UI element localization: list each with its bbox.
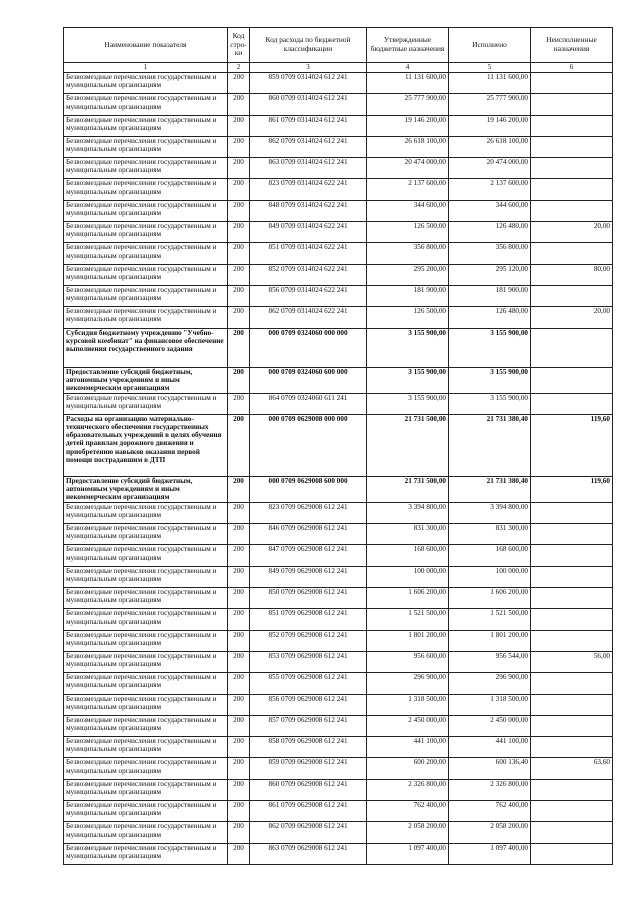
row-line-cell: 200 [228, 588, 250, 609]
row-approved-cell: 19 146 200,00 [367, 115, 449, 136]
row-approved-cell: 1 318 500,00 [367, 694, 449, 715]
row-unexecuted-cell [531, 158, 613, 179]
row-expense-code-cell: 000 0709 0324060 000 000 [250, 328, 367, 367]
row-executed-cell: 344 600,00 [449, 200, 531, 221]
row-executed-cell: 11 131 600,00 [449, 73, 531, 94]
header-approved: Утвержденные бюджетные назначения [367, 28, 449, 63]
table-row [64, 328, 613, 367]
row-unexecuted-cell [531, 630, 613, 651]
row-expense-code-cell: 000 0709 0629008 600 000 [250, 476, 367, 502]
row-name-cell: Безвозмездные перечисления государственным и муниципальным организациям [64, 158, 228, 179]
row-executed-cell: 100 000,00 [449, 566, 531, 587]
column-number: 3 [250, 63, 367, 73]
row-executed-cell: 3 155 900,00 [449, 393, 531, 414]
row-line-cell: 200 [228, 328, 250, 367]
row-executed-cell: 831 300,00 [449, 524, 531, 545]
row-executed-cell: 2 137 600,00 [449, 179, 531, 200]
row-approved-cell: 11 131 600,00 [367, 73, 449, 94]
row-line-cell: 200 [228, 715, 250, 736]
row-line-cell: 200 [228, 801, 250, 822]
row-line-cell: 200 [228, 476, 250, 502]
row-executed-cell: 26 618 100,00 [449, 136, 531, 157]
header-expense-code: Код расхода по бюджетной классификации [250, 28, 367, 63]
row-executed-cell: 3 155 900,00 [449, 328, 531, 367]
row-approved-cell: 356 800,00 [367, 243, 449, 264]
table-row [64, 566, 613, 587]
row-unexecuted-cell: 63,60 [531, 758, 613, 779]
row-name-cell: Безвозмездные перечисления государственным и муниципальным организациям [64, 136, 228, 157]
table-row [64, 264, 613, 285]
row-name-cell: Предоставление субсидий бюджетным, автономным учреждениям и иным некоммерческим организациям [64, 476, 228, 502]
row-approved-cell: 295 200,00 [367, 264, 449, 285]
row-line-cell: 200 [228, 115, 250, 136]
row-unexecuted-cell [531, 822, 613, 843]
row-approved-cell: 1 097 400,00 [367, 843, 449, 864]
row-expense-code-cell: 860 0709 0629008 612 241 [250, 779, 367, 800]
row-name-cell: Безвозмездные перечисления государственным и муниципальным организациям [64, 285, 228, 306]
table-row [64, 630, 613, 651]
row-unexecuted-cell: 56,00 [531, 651, 613, 672]
row-unexecuted-cell [531, 524, 613, 545]
row-approved-cell: 168 600,00 [367, 545, 449, 566]
table-row [64, 673, 613, 694]
row-name-cell: Безвозмездные перечисления государственным и муниципальным организациям [64, 758, 228, 779]
row-name-cell: Безвозмездные перечисления государственным и муниципальным организациям [64, 115, 228, 136]
row-name-cell: Безвозмездные перечисления государственным и муниципальным организациям [64, 651, 228, 672]
row-line-cell: 200 [228, 222, 250, 243]
row-executed-cell: 1 318 500,00 [449, 694, 531, 715]
header-executed: Исполнено [449, 28, 531, 63]
row-approved-cell: 126 500,00 [367, 222, 449, 243]
table-body [64, 73, 613, 865]
row-unexecuted-cell [531, 243, 613, 264]
row-unexecuted-cell [531, 328, 613, 367]
row-approved-cell: 2 058 200,00 [367, 822, 449, 843]
table-row [64, 158, 613, 179]
row-line-cell: 200 [228, 285, 250, 306]
row-line-cell: 200 [228, 545, 250, 566]
row-executed-cell: 1 606 200,00 [449, 588, 531, 609]
row-executed-cell: 956 544,00 [449, 651, 531, 672]
row-unexecuted-cell [531, 502, 613, 523]
row-expense-code-cell: 864 0709 0324060 611 241 [250, 393, 367, 414]
row-approved-cell: 126 500,00 [367, 307, 449, 328]
row-name-cell: Безвозмездные перечисления государственным и муниципальным организациям [64, 673, 228, 694]
row-unexecuted-cell [531, 673, 613, 694]
row-name-cell: Расходы на организацию материально-технического обеспечения государственных образовательных учреждений в целях обучения детей правилам дорожного движения и приобретению навыков оказания первой помощи пострадавшим в ДТП [64, 414, 228, 476]
row-line-cell: 200 [228, 200, 250, 221]
table-row [64, 801, 613, 822]
row-name-cell: Безвозмездные перечисления государственным и муниципальным организациям [64, 94, 228, 115]
row-name-cell: Безвозмездные перечисления государственным и муниципальным организациям [64, 843, 228, 864]
row-expense-code-cell: 849 0709 0629008 612 241 [250, 566, 367, 587]
table-row [64, 502, 613, 523]
table-row [64, 843, 613, 864]
row-approved-cell: 100 000,00 [367, 566, 449, 587]
row-expense-code-cell: 858 0709 0629008 612 241 [250, 737, 367, 758]
row-name-cell: Безвозмездные перечисления государственным и муниципальным организациям [64, 179, 228, 200]
row-approved-cell: 296 900,00 [367, 673, 449, 694]
row-unexecuted-cell [531, 115, 613, 136]
table-row [64, 367, 613, 393]
row-line-cell: 200 [228, 414, 250, 476]
row-unexecuted-cell: 80,00 [531, 264, 613, 285]
row-line-cell: 200 [228, 630, 250, 651]
row-unexecuted-cell [531, 393, 613, 414]
table-row [64, 609, 613, 630]
table-row [64, 737, 613, 758]
row-expense-code-cell: 855 0709 0629008 612 241 [250, 673, 367, 694]
row-line-cell: 200 [228, 651, 250, 672]
table-row [64, 285, 613, 306]
row-name-cell: Безвозмездные перечисления государственным и муниципальным организациям [64, 566, 228, 587]
row-approved-cell: 1 801 200,00 [367, 630, 449, 651]
row-executed-cell: 21 731 380,40 [449, 414, 531, 476]
row-approved-cell: 1 521 500,00 [367, 609, 449, 630]
row-expense-code-cell: 850 0709 0629008 612 241 [250, 588, 367, 609]
row-executed-cell: 356 800,00 [449, 243, 531, 264]
row-unexecuted-cell [531, 179, 613, 200]
row-expense-code-cell: 823 0709 0314024 622 241 [250, 179, 367, 200]
column-number: 1 [64, 63, 228, 73]
row-executed-cell: 126 480,00 [449, 222, 531, 243]
row-unexecuted-cell [531, 715, 613, 736]
row-executed-cell: 295 120,00 [449, 264, 531, 285]
row-expense-code-cell: 851 0709 0314024 622 241 [250, 243, 367, 264]
row-line-cell: 200 [228, 524, 250, 545]
row-expense-code-cell: 852 0709 0629008 612 241 [250, 630, 367, 651]
row-line-cell: 200 [228, 822, 250, 843]
row-approved-cell: 3 155 900,00 [367, 393, 449, 414]
row-approved-cell: 2 450 000,00 [367, 715, 449, 736]
row-unexecuted-cell [531, 566, 613, 587]
row-unexecuted-cell [531, 94, 613, 115]
row-approved-cell: 600 200,00 [367, 758, 449, 779]
budget-execution-table [63, 27, 613, 865]
row-line-cell: 200 [228, 94, 250, 115]
row-name-cell: Безвозмездные перечисления государственным и муниципальным организациям [64, 779, 228, 800]
row-line-cell: 200 [228, 158, 250, 179]
header-row [64, 28, 613, 63]
row-name-cell: Безвозмездные перечисления государственным и муниципальным организациям [64, 609, 228, 630]
row-expense-code-cell: 000 0709 0629008 000 000 [250, 414, 367, 476]
row-name-cell: Безвозмездные перечисления государственным и муниципальным организациям [64, 264, 228, 285]
row-unexecuted-cell [531, 545, 613, 566]
row-unexecuted-cell [531, 779, 613, 800]
table-row [64, 222, 613, 243]
row-executed-cell: 126 480,00 [449, 307, 531, 328]
row-executed-cell: 20 474 000,00 [449, 158, 531, 179]
row-expense-code-cell: 862 0709 0314024 622 241 [250, 307, 367, 328]
row-executed-cell: 21 731 380,40 [449, 476, 531, 502]
table-row [64, 476, 613, 502]
row-line-cell: 200 [228, 779, 250, 800]
row-approved-cell: 762 400,00 [367, 801, 449, 822]
row-name-cell: Субсидия бюджетному учреждению "Учебно-курсовой комбинат" на финансовое обеспечение выполнения государственного задания [64, 328, 228, 367]
row-unexecuted-cell [531, 73, 613, 94]
table-row [64, 307, 613, 328]
row-line-cell: 200 [228, 73, 250, 94]
row-name-cell: Безвозмездные перечисления государственным и муниципальным организациям [64, 502, 228, 523]
row-line-cell: 200 [228, 136, 250, 157]
row-executed-cell: 2 058 200,00 [449, 822, 531, 843]
table-row [64, 179, 613, 200]
row-approved-cell: 20 474 000,00 [367, 158, 449, 179]
row-approved-cell: 3 394 800,00 [367, 502, 449, 523]
row-executed-cell: 3 155 900,00 [449, 367, 531, 393]
row-line-cell: 200 [228, 367, 250, 393]
table-row [64, 822, 613, 843]
budget-report-sheet [63, 27, 612, 865]
row-expense-code-cell: 862 0709 0314024 612 241 [250, 136, 367, 157]
row-expense-code-cell: 861 0709 0314024 612 241 [250, 115, 367, 136]
row-line-cell: 200 [228, 609, 250, 630]
row-line-cell: 200 [228, 694, 250, 715]
row-approved-cell: 831 300,00 [367, 524, 449, 545]
row-approved-cell: 181 900,00 [367, 285, 449, 306]
row-unexecuted-cell [531, 200, 613, 221]
row-name-cell: Безвозмездные перечисления государственным и муниципальным организациям [64, 524, 228, 545]
row-name-cell: Безвозмездные перечисления государственным и муниципальным организациям [64, 243, 228, 264]
row-unexecuted-cell [531, 694, 613, 715]
row-name-cell: Безвозмездные перечисления государственным и муниципальным организациям [64, 393, 228, 414]
row-expense-code-cell: 863 0709 0629008 612 241 [250, 843, 367, 864]
row-expense-code-cell: 847 0709 0629008 612 241 [250, 545, 367, 566]
row-expense-code-cell: 849 0709 0314024 622 241 [250, 222, 367, 243]
row-line-cell: 200 [228, 843, 250, 864]
row-approved-cell: 26 618 100,00 [367, 136, 449, 157]
row-unexecuted-cell [531, 136, 613, 157]
row-line-cell: 200 [228, 307, 250, 328]
row-unexecuted-cell [531, 285, 613, 306]
table-row [64, 94, 613, 115]
row-executed-cell: 25 777 900,00 [449, 94, 531, 115]
row-line-cell: 200 [228, 393, 250, 414]
row-name-cell: Предоставление субсидий бюджетным, автономным учреждениям и иным некоммерческим организациям [64, 367, 228, 393]
row-line-cell: 200 [228, 673, 250, 694]
row-line-cell: 200 [228, 566, 250, 587]
row-name-cell: Безвозмездные перечисления государственным и муниципальным организациям [64, 588, 228, 609]
row-name-cell: Безвозмездные перечисления государственным и муниципальным организациям [64, 737, 228, 758]
table-row [64, 588, 613, 609]
row-name-cell: Безвозмездные перечисления государственным и муниципальным организациям [64, 694, 228, 715]
table-row [64, 779, 613, 800]
row-executed-cell: 1 801 200,00 [449, 630, 531, 651]
row-expense-code-cell: 848 0709 0314024 622 241 [250, 200, 367, 221]
row-executed-cell: 600 136,40 [449, 758, 531, 779]
row-expense-code-cell: 823 0709 0629008 612 241 [250, 502, 367, 523]
header-line-code: Код стро-ки [228, 28, 250, 63]
row-line-cell: 200 [228, 737, 250, 758]
table-row [64, 524, 613, 545]
row-executed-cell: 19 146 200,00 [449, 115, 531, 136]
table-row [64, 694, 613, 715]
row-executed-cell: 2 326 800,00 [449, 779, 531, 800]
row-name-cell: Безвозмездные перечисления государственным и муниципальным организациям [64, 822, 228, 843]
row-executed-cell: 168 600,00 [449, 545, 531, 566]
table-row [64, 200, 613, 221]
row-approved-cell: 3 155 900,00 [367, 328, 449, 367]
table-row [64, 414, 613, 476]
row-approved-cell: 344 600,00 [367, 200, 449, 221]
column-number-row [64, 63, 613, 73]
row-name-cell: Безвозмездные перечисления государственным и муниципальным организациям [64, 73, 228, 94]
table-row [64, 243, 613, 264]
row-approved-cell: 3 155 900,00 [367, 367, 449, 393]
row-expense-code-cell: 863 0709 0314024 612 241 [250, 158, 367, 179]
row-line-cell: 200 [228, 179, 250, 200]
row-name-cell: Безвозмездные перечисления государственным и муниципальным организациям [64, 200, 228, 221]
row-executed-cell: 296 900,00 [449, 673, 531, 694]
column-number: 4 [367, 63, 449, 73]
row-line-cell: 200 [228, 264, 250, 285]
row-expense-code-cell: 000 0709 0324060 600 000 [250, 367, 367, 393]
row-unexecuted-cell [531, 843, 613, 864]
row-name-cell: Безвозмездные перечисления государственным и муниципальным организациям [64, 630, 228, 651]
header-unexecuted: Неисполненные назначения [531, 28, 613, 63]
column-number: 5 [449, 63, 531, 73]
row-expense-code-cell: 861 0709 0629008 612 241 [250, 801, 367, 822]
row-approved-cell: 21 731 500,00 [367, 476, 449, 502]
row-expense-code-cell: 859 0709 0314024 612 241 [250, 73, 367, 94]
table-row [64, 545, 613, 566]
column-number: 2 [228, 63, 250, 73]
row-executed-cell: 1 521 500,00 [449, 609, 531, 630]
row-executed-cell: 3 394 800,00 [449, 502, 531, 523]
row-executed-cell: 441 100,00 [449, 737, 531, 758]
row-name-cell: Безвозмездные перечисления государственным и муниципальным организациям [64, 307, 228, 328]
row-unexecuted-cell [531, 588, 613, 609]
row-approved-cell: 21 731 500,00 [367, 414, 449, 476]
row-expense-code-cell: 856 0709 0629008 612 241 [250, 694, 367, 715]
row-name-cell: Безвозмездные перечисления государственным и муниципальным организациям [64, 715, 228, 736]
row-approved-cell: 2 137 600,00 [367, 179, 449, 200]
row-expense-code-cell: 857 0709 0629008 612 241 [250, 715, 367, 736]
row-unexecuted-cell [531, 737, 613, 758]
row-name-cell: Безвозмездные перечисления государственным и муниципальным организациям [64, 801, 228, 822]
table-row [64, 136, 613, 157]
row-executed-cell: 1 097 400,00 [449, 843, 531, 864]
row-approved-cell: 25 777 900,00 [367, 94, 449, 115]
row-unexecuted-cell [531, 801, 613, 822]
row-line-cell: 200 [228, 758, 250, 779]
row-expense-code-cell: 853 0709 0629008 612 241 [250, 651, 367, 672]
table-row [64, 115, 613, 136]
row-name-cell: Безвозмездные перечисления государственным и муниципальным организациям [64, 545, 228, 566]
table-row [64, 73, 613, 94]
row-unexecuted-cell: 119,60 [531, 414, 613, 476]
row-line-cell: 200 [228, 243, 250, 264]
row-executed-cell: 762 400,00 [449, 801, 531, 822]
row-expense-code-cell: 851 0709 0629008 612 241 [250, 609, 367, 630]
row-executed-cell: 181 900,00 [449, 285, 531, 306]
table-row [64, 393, 613, 414]
row-expense-code-cell: 846 0709 0629008 612 241 [250, 524, 367, 545]
row-expense-code-cell: 856 0709 0314024 622 241 [250, 285, 367, 306]
row-executed-cell: 2 450 000,00 [449, 715, 531, 736]
column-number: 6 [531, 63, 613, 73]
row-expense-code-cell: 862 0709 0629008 612 241 [250, 822, 367, 843]
row-name-cell: Безвозмездные перечисления государственным и муниципальным организациям [64, 222, 228, 243]
row-approved-cell: 2 326 800,00 [367, 779, 449, 800]
row-expense-code-cell: 860 0709 0314024 612 241 [250, 94, 367, 115]
table-row [64, 651, 613, 672]
row-unexecuted-cell [531, 367, 613, 393]
row-unexecuted-cell: 20,00 [531, 222, 613, 243]
row-unexecuted-cell: 20,00 [531, 307, 613, 328]
row-unexecuted-cell: 119,60 [531, 476, 613, 502]
row-expense-code-cell: 852 0709 0314024 622 241 [250, 264, 367, 285]
row-approved-cell: 1 606 200,00 [367, 588, 449, 609]
header-indicator-name: Наименование показателя [64, 28, 228, 63]
table-row [64, 715, 613, 736]
row-expense-code-cell: 859 0709 0629008 612 241 [250, 758, 367, 779]
row-line-cell: 200 [228, 502, 250, 523]
row-approved-cell: 441 100,00 [367, 737, 449, 758]
row-approved-cell: 956 600,00 [367, 651, 449, 672]
row-unexecuted-cell [531, 609, 613, 630]
table-row [64, 758, 613, 779]
